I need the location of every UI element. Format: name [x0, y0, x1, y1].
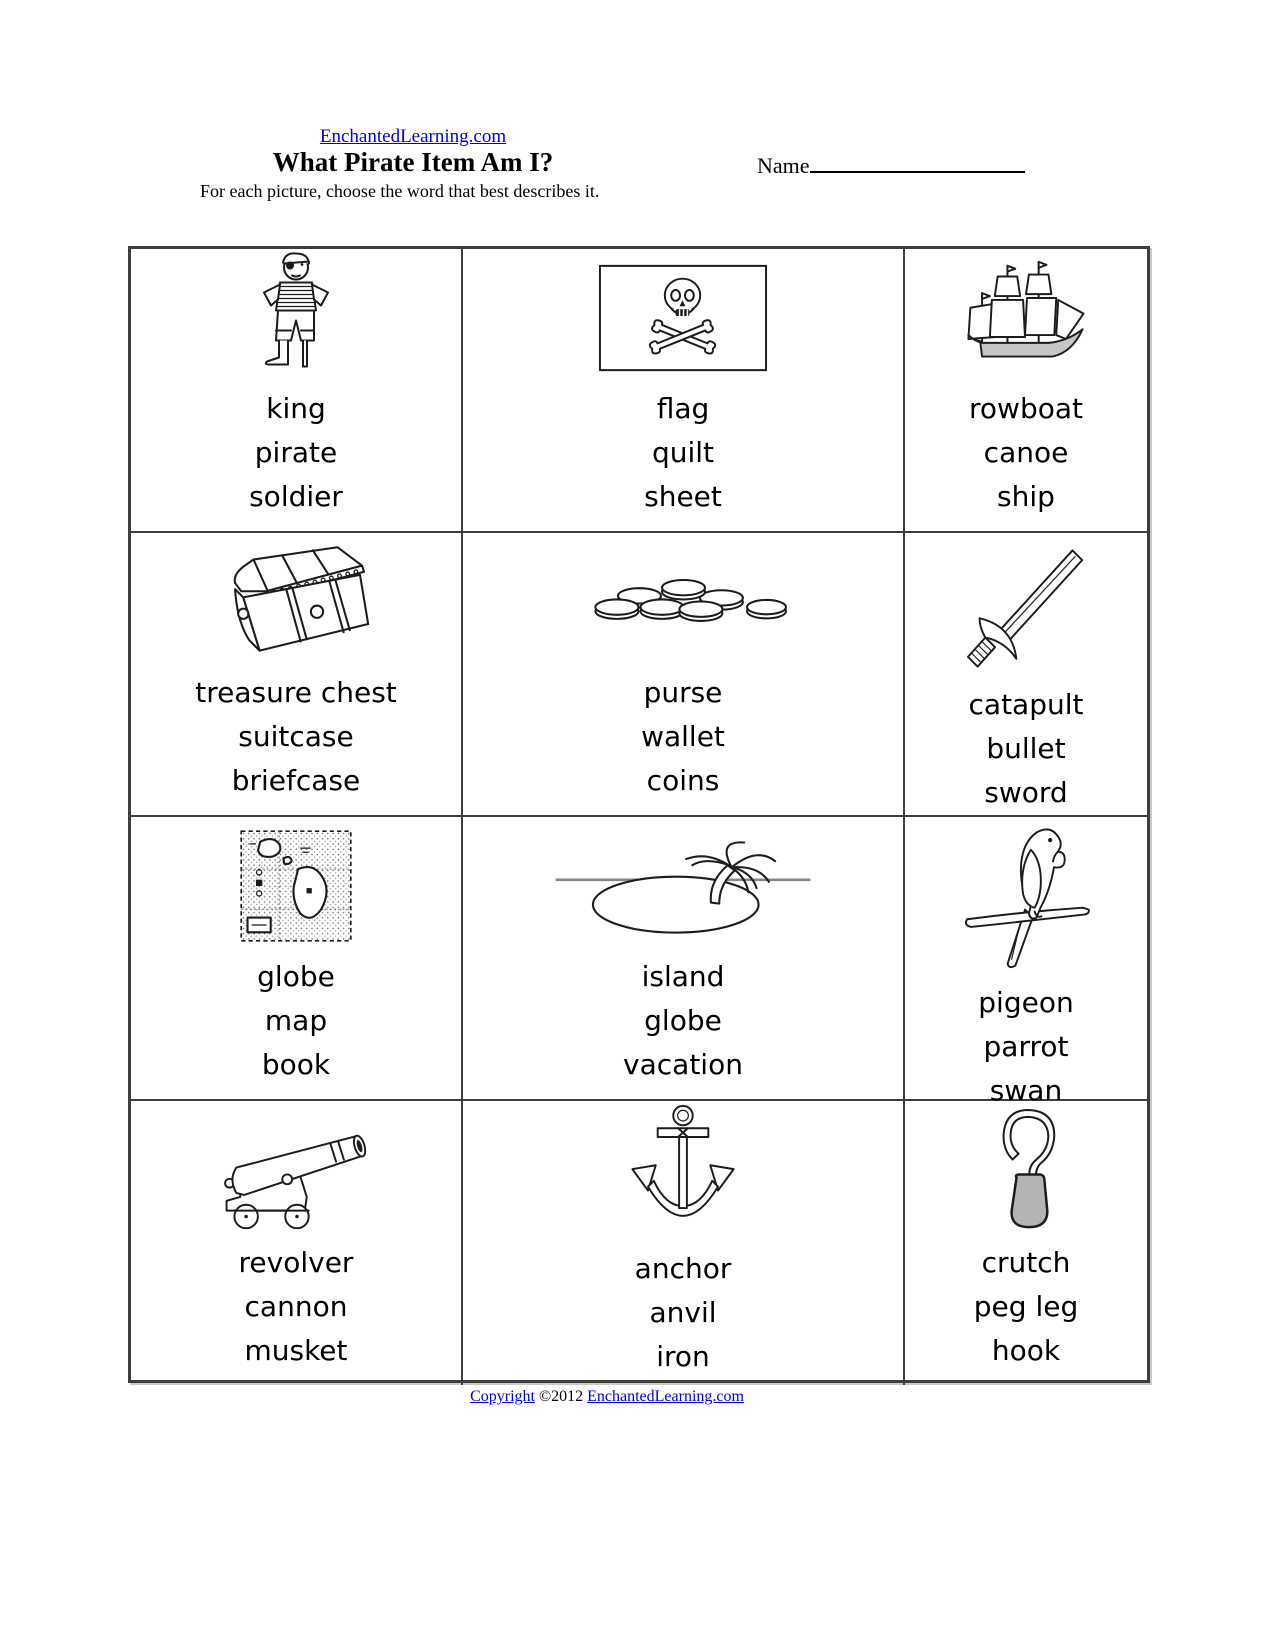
word-option: bullet	[986, 732, 1066, 765]
word-option: canoe	[983, 436, 1069, 469]
cell-pirate	[131, 249, 463, 533]
cell-sword	[905, 533, 1147, 817]
instructions-text: For each picture, choose the word that best describes it.	[200, 181, 600, 201]
cell-hook	[905, 1101, 1147, 1385]
picture-area	[463, 817, 903, 955]
word-option: crutch	[981, 1246, 1071, 1279]
coins-icon	[578, 570, 788, 634]
word-option: vacation	[623, 1048, 743, 1081]
word-option: suitcase	[238, 720, 354, 753]
picture-area	[905, 533, 1147, 683]
page-title: What Pirate Item Am I?	[272, 147, 554, 177]
treasure-chest-icon	[206, 538, 386, 666]
word-option: iron	[656, 1340, 710, 1373]
cell-cannon	[131, 1101, 463, 1385]
word-option: peg leg	[973, 1290, 1079, 1323]
cell-island	[463, 817, 905, 1101]
word-option: ship	[997, 480, 1055, 513]
picture-area	[131, 817, 461, 955]
word-option: flag	[656, 392, 710, 425]
cannon-icon	[201, 1105, 391, 1237]
picture-area	[905, 1101, 1147, 1241]
site-link[interactable]: EnchantedLearning.com	[319, 126, 507, 147]
picture-area	[463, 249, 903, 387]
word-option: sword	[984, 776, 1068, 809]
word-option: globe	[644, 1004, 722, 1037]
word-option: pigeon	[978, 986, 1074, 1019]
picture-area	[131, 1101, 461, 1241]
name-row	[757, 151, 1025, 179]
word-option: anchor	[634, 1252, 732, 1285]
island-icon	[553, 828, 813, 944]
word-option: quilt	[651, 436, 715, 469]
word-option: hook	[991, 1334, 1061, 1367]
pirate-ship-icon	[951, 257, 1101, 379]
word-option: globe	[257, 960, 335, 993]
word-option: revolver	[238, 1246, 354, 1279]
picture-area	[905, 817, 1147, 981]
name-label: Name	[757, 153, 810, 178]
word-option: wallet	[641, 720, 725, 753]
picture-area	[463, 533, 903, 671]
word-option: rowboat	[969, 392, 1083, 425]
footer-copyright	[0, 1388, 1214, 1406]
jolly-roger-flag-icon	[597, 262, 769, 374]
picture-area	[131, 533, 461, 671]
word-option: briefcase	[231, 764, 361, 797]
footer-site-link[interactable]: EnchantedLearning.com	[587, 1388, 744, 1405]
word-option: sheet	[644, 480, 722, 513]
word-option: map	[264, 1004, 328, 1037]
cell-anchor	[463, 1101, 905, 1385]
cell-parrot	[905, 817, 1147, 1107]
word-option: swan	[989, 1074, 1063, 1107]
hook-icon	[976, 1104, 1076, 1238]
cell-flag	[463, 249, 905, 533]
sword-icon	[954, 533, 1099, 683]
cell-coins	[463, 533, 905, 817]
parrot-icon	[951, 817, 1101, 981]
cell-treasure-chest	[131, 533, 463, 817]
treasure-map-icon	[237, 827, 355, 945]
copyright-link[interactable]: Copyright	[470, 1388, 535, 1405]
picture-area	[131, 249, 461, 387]
word-option: treasure chest	[195, 676, 397, 709]
picture-area	[905, 249, 1147, 387]
word-option: parrot	[983, 1030, 1069, 1063]
word-option: anvil	[649, 1296, 717, 1329]
word-option: musket	[244, 1334, 348, 1367]
copyright-year: ©2012	[538, 1388, 584, 1405]
pirate-icon	[246, 249, 346, 387]
name-blank-line	[810, 151, 1025, 173]
word-option: king	[266, 392, 326, 425]
worksheet-grid	[128, 246, 1150, 1383]
word-option: book	[261, 1048, 331, 1081]
picture-area	[463, 1101, 903, 1247]
word-option: pirate	[254, 436, 338, 469]
anchor-icon	[623, 1101, 743, 1247]
cell-map	[131, 817, 463, 1101]
word-option: island	[641, 960, 725, 993]
word-option: cannon	[244, 1290, 348, 1323]
word-option: catapult	[968, 688, 1084, 721]
word-option: purse	[643, 676, 723, 709]
cell-ship	[905, 249, 1147, 533]
word-option: coins	[646, 764, 720, 797]
word-option: soldier	[249, 480, 343, 513]
